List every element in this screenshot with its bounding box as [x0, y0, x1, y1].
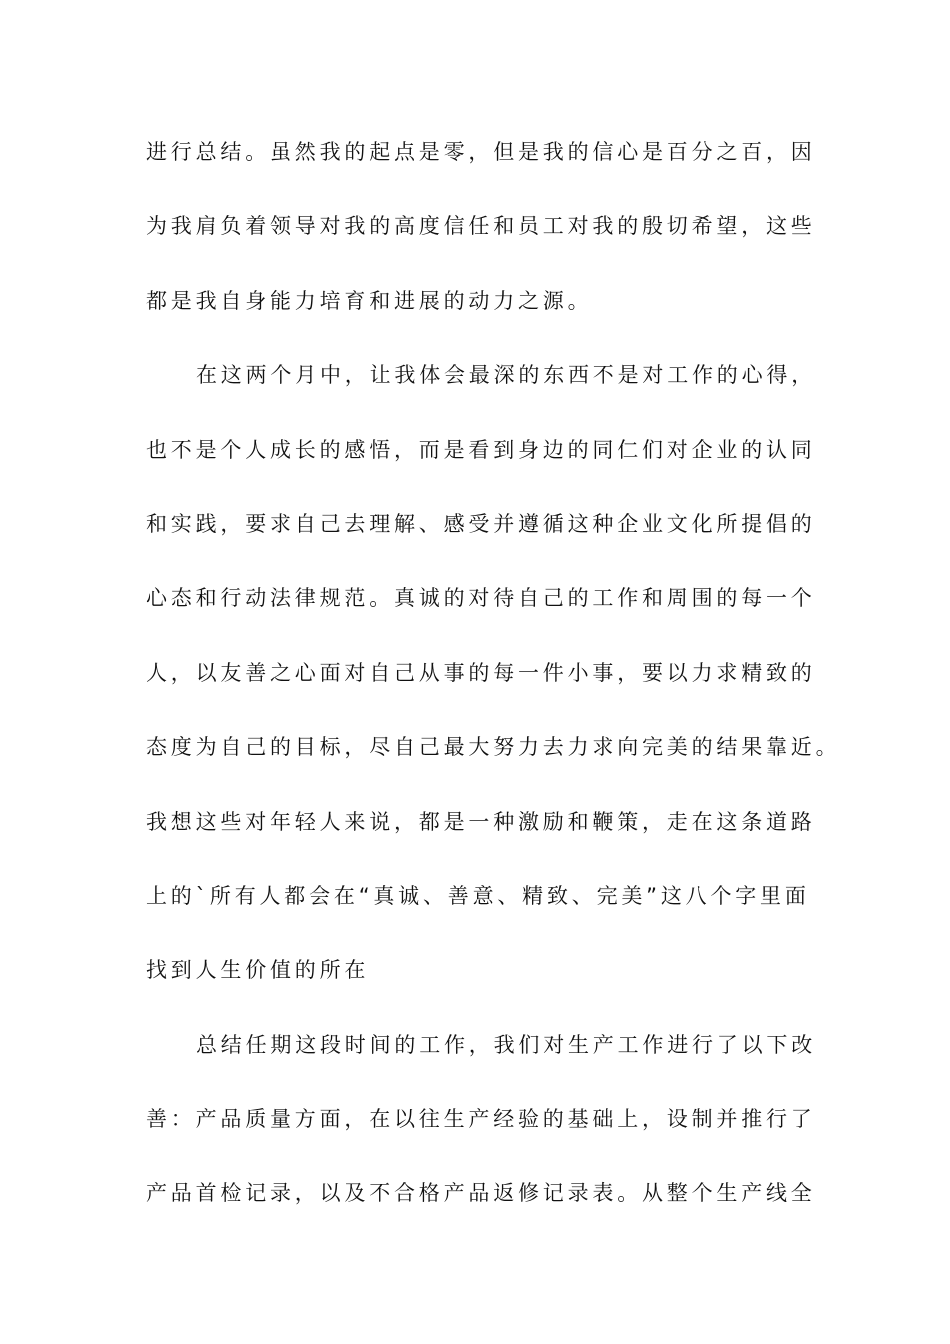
text-line-8: 人，以友善之心面对自己从事的每一件小事，要以力求精致的 [146, 660, 816, 685]
text-line-2: 为我肩负着领导对我的高度信任和员工对我的殷切希望，这些 [146, 214, 816, 239]
text-line-15: 产品首检记录，以及不合格产品返修记录表。从整个生产线全 [146, 1181, 816, 1206]
text-line-10: 我想这些对年轻人来说，都是一种激励和鞭策，走在这条道路 [146, 809, 816, 834]
text-line-7: 心态和行动法律规范。真诚的对待自己的工作和周围的每一个 [146, 586, 816, 611]
text-line-13: 总结任期这段时间的工作，我们对生产工作进行了以下改 [196, 1032, 816, 1057]
text-line-1: 进行总结。虽然我的起点是零，但是我的信心是百分之百，因 [146, 140, 816, 164]
text-line-3: 都是我自身能力培育和进展的动力之源。 [146, 288, 593, 313]
body-text [146, 128, 841, 1244]
text-line-6: 和实践，要求自己去理解、感受并遵循这种企业文化所提倡的 [146, 511, 816, 536]
text-line-12: 找到人生价值的所在 [146, 958, 370, 983]
text-line-5: 也不是个人成长的感悟，而是看到身边的同仁们对企业的认同 [146, 437, 816, 462]
text-line-14: 善：产品质量方面，在以往生产经验的基础上，设制并推行了 [146, 1107, 816, 1132]
text-line-11: 上的`所有人都会在“真诚、善意、精致、完美”这八个字里面 [146, 883, 810, 908]
text-line-9: 态度为自己的目标，尽自己最大努力去力求向完美的结果靠近。 [146, 735, 841, 760]
text-line-4: 在这两个月中，让我体会最深的东西不是对工作的心得， [196, 363, 816, 388]
